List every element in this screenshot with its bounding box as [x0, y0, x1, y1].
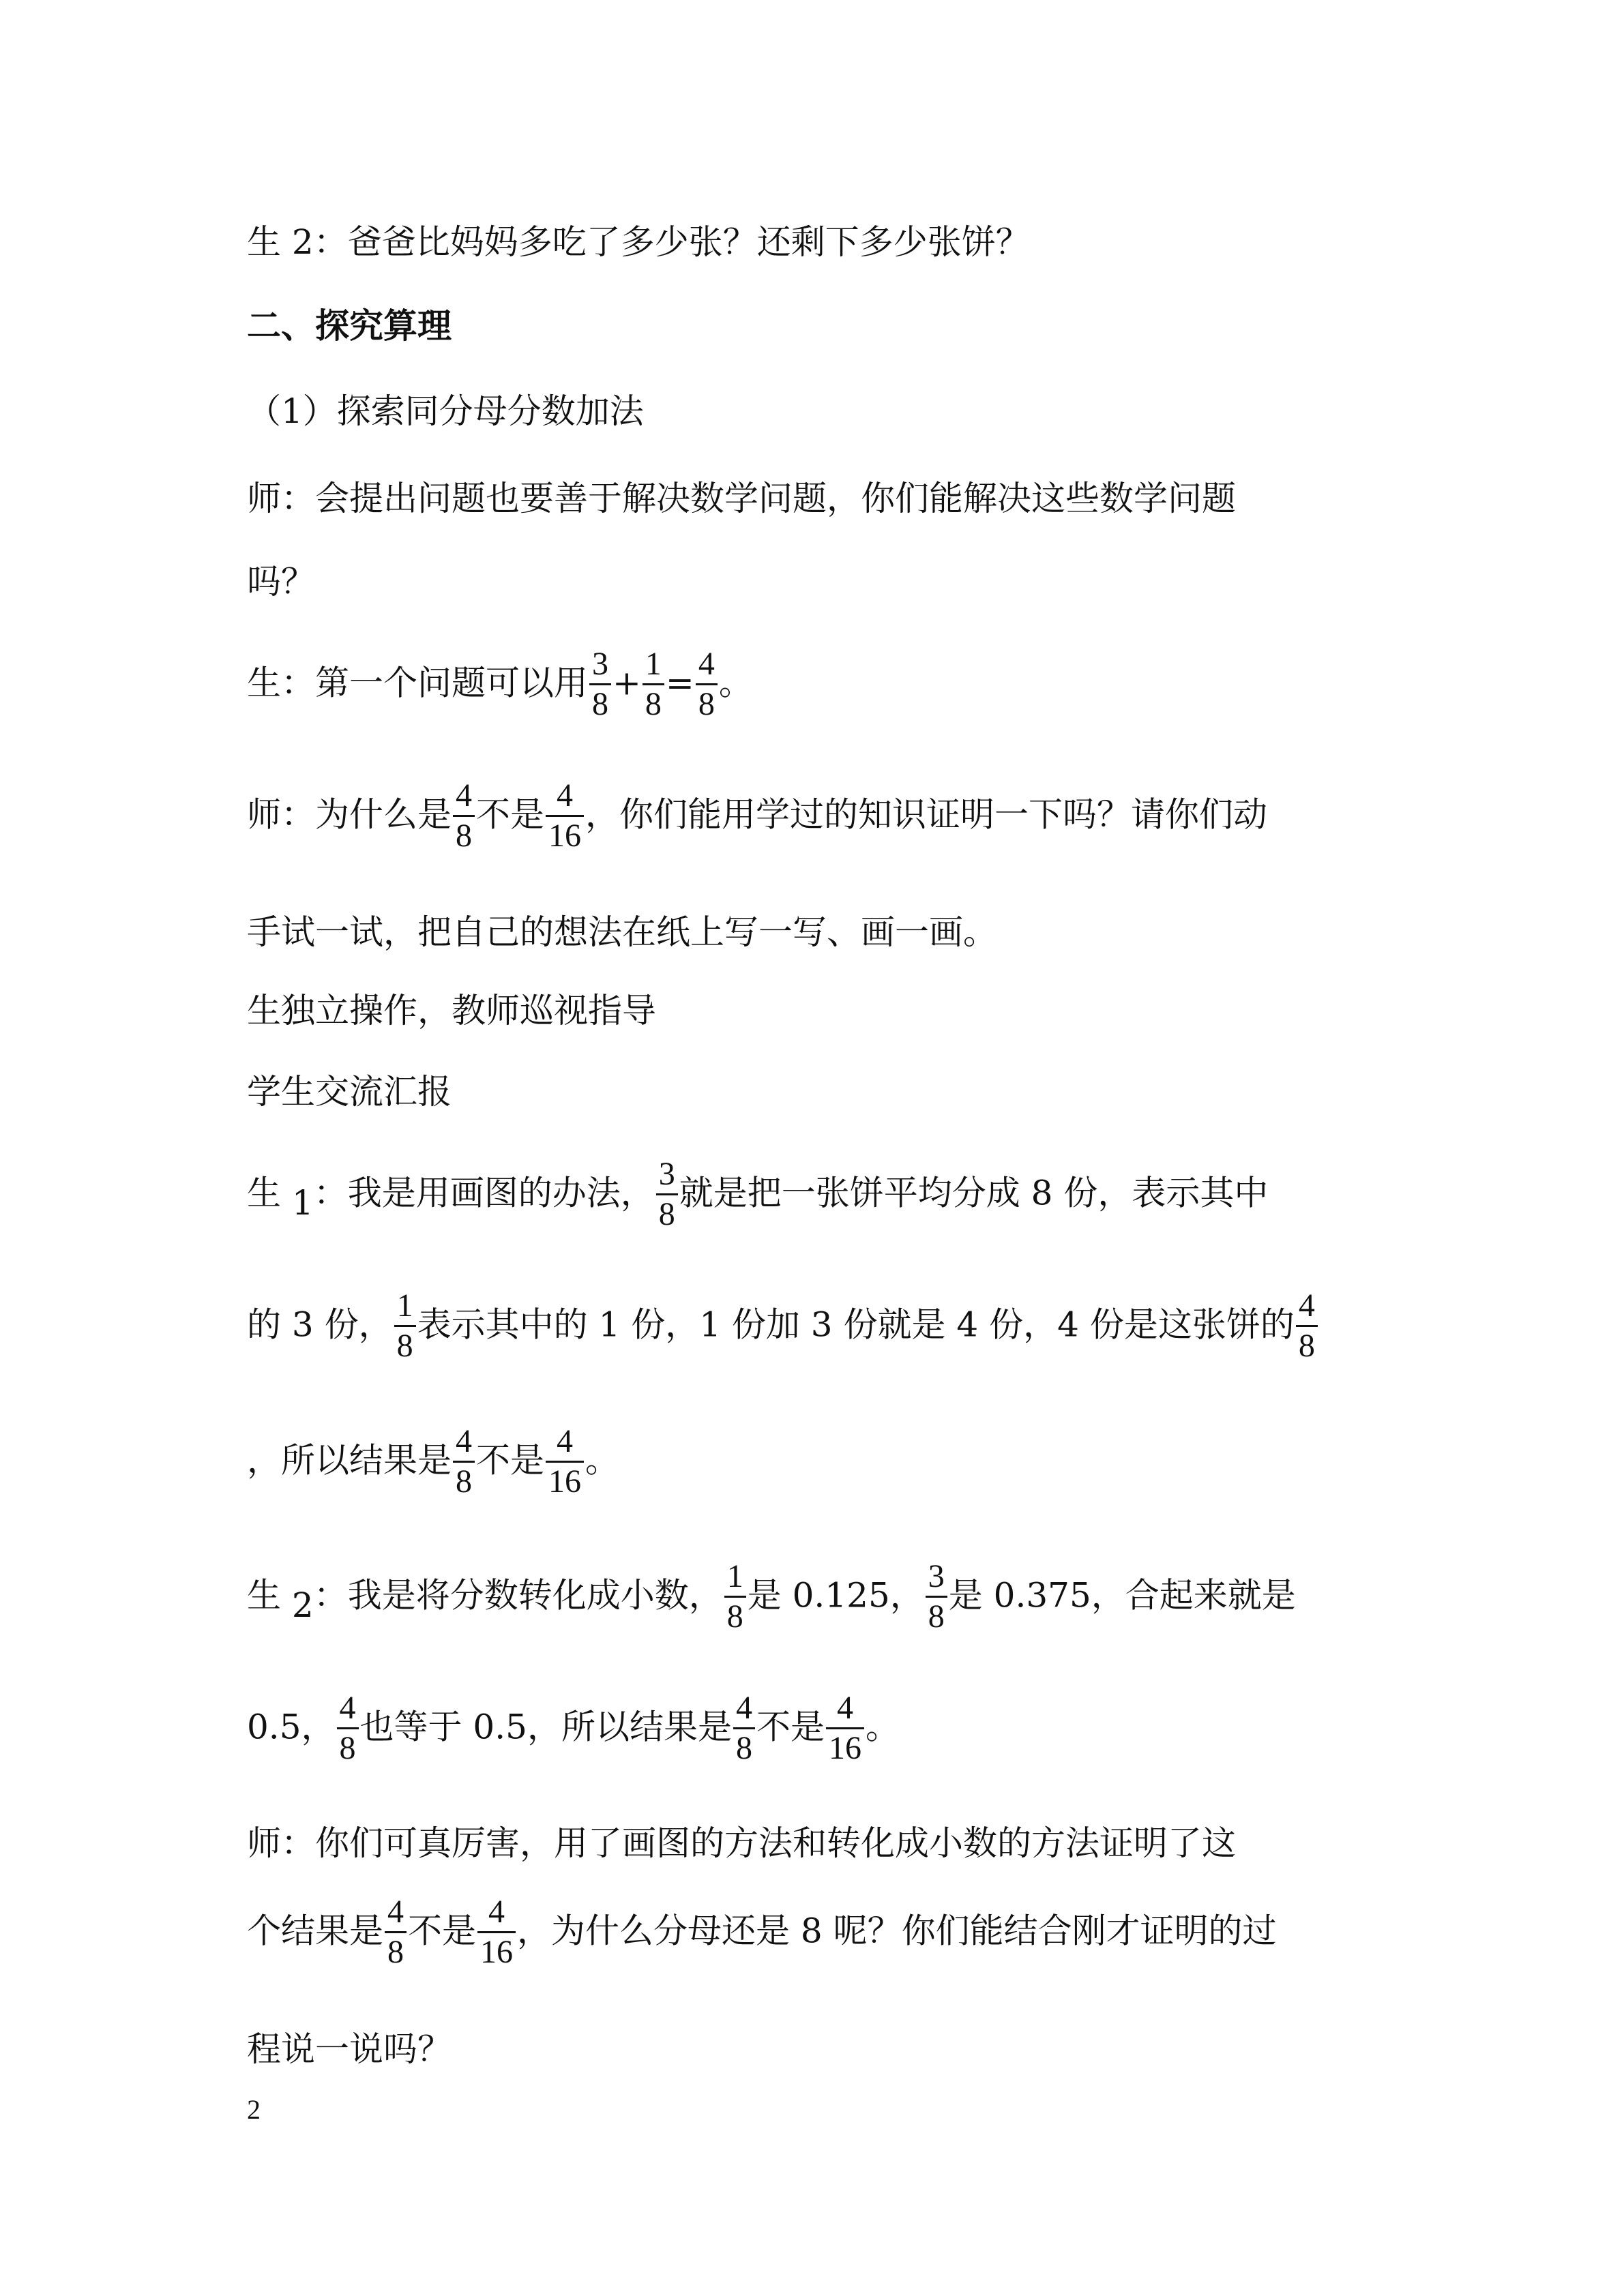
section-heading: 二、探究算理	[247, 305, 452, 346]
fraction-four-eighths: $\frac{4}{8}$	[1296, 1289, 1318, 1362]
paragraph-teacher-praise-end: 程说一说吗？	[247, 2029, 452, 2069]
paragraph-student1-conclusion: ，所以结果是 $\frac{4}{8}$ 不是 $\frac{4}{16}$ 。	[247, 1423, 619, 1500]
fraction-one-eighth: $\frac{1}{8}$	[724, 1560, 746, 1633]
paragraph-teacher-praise: 师：你们可真厉害，用了画图的方法和转化成小数的方法证明了这	[247, 1823, 1236, 1863]
paragraph-report: 学生交流汇报	[247, 1072, 452, 1112]
paragraph-student2-decimal-cont: 0.5， $\frac{4}{8}$ 也等于 0.5，所以结果是 $\frac{4}{8}$ 不是 $\frac{4}{16}$ 。	[247, 1690, 900, 1766]
fraction-three-eighths: $\frac{3}{8}$	[926, 1560, 947, 1633]
paragraph-teacher-why: 师：为什么是 $\frac{4}{8}$ 不是 $\frac{4}{16}$ ，你们能用学过的知识证明一下吗？请你们动	[247, 777, 1267, 854]
paragraph-independent-work: 生独立操作，教师巡视指导	[247, 991, 656, 1030]
fraction-four-eighths: $\frac{4}{8}$	[453, 779, 475, 852]
paragraph-teacher-prompt-cont: 吗？	[247, 562, 315, 601]
page-number: 2	[247, 2094, 261, 2125]
paragraph-teacher-why-cont: 手试一试，把自己的想法在纸上写一写、画一画。	[247, 912, 997, 952]
fraction-four-eighths: $\frac{4}{8}$	[696, 648, 718, 721]
paragraph-student2-decimal: 生 2：我是将分数转化成小数， $\frac{1}{8}$ 是 0.125， $\frac{3}{8}$ 是 0.375，合起来就是	[247, 1558, 1296, 1635]
fraction-three-eighths: $\frac{3}{8}$	[589, 648, 611, 721]
paragraph-teacher-prompt: 师：会提出问题也要善于解决数学问题，你们能解决这些数学问题	[247, 479, 1236, 518]
fraction-three-eighths: $\frac{3}{8}$	[656, 1158, 678, 1231]
fraction-four-sixteenths: $\frac{4}{16}$	[477, 1896, 516, 1969]
fraction-one-eighth: $\frac{1}{8}$	[643, 648, 664, 721]
paragraph-student-equation: 生：第一个问题可以用 $\frac{3}{8}$ + $\frac{1}{8}$ = $\frac{4}{8}$ 。	[247, 646, 753, 722]
fraction-four-eighths: $\frac{4}{8}$	[385, 1896, 407, 1969]
paragraph-teacher-praise-cont: 个结果是 $\frac{4}{8}$ 不是 $\frac{4}{16}$ ，为什么分母还是 8 呢？你们能结合刚才证明的过	[247, 1894, 1277, 1970]
fraction-four-eighths: $\frac{4}{8}$	[453, 1425, 475, 1498]
fraction-four-sixteenths: $\frac{4}{16}$	[546, 779, 584, 852]
fraction-four-eighths: $\frac{4}{8}$	[733, 1692, 755, 1765]
fraction-one-eighth: $\frac{1}{8}$	[394, 1289, 416, 1362]
paragraph-student2-question: 生 2：爸爸比妈妈多吃了多少张？还剩下多少张饼？	[247, 222, 1030, 262]
fraction-four-sixteenths: $\frac{4}{16}$	[826, 1692, 864, 1765]
paragraph-student1-drawing-cont: 的 3 份， $\frac{1}{8}$ 表示其中的 1 份，1 份加 3 份就是 4 份，4 份是这张饼的 $\frac{4}{8}$	[247, 1291, 1319, 1364]
fraction-four-sixteenths: $\frac{4}{16}$	[546, 1425, 584, 1498]
paragraph-student1-drawing: 生 1：我是用画图的办法， $\frac{3}{8}$ 就是把一张饼平均分成 8 份，表示其中	[247, 1156, 1269, 1232]
subsection-heading: （1）探索同分母分数加法	[247, 391, 644, 431]
fraction-four-eighths: $\frac{4}{8}$	[337, 1692, 359, 1765]
